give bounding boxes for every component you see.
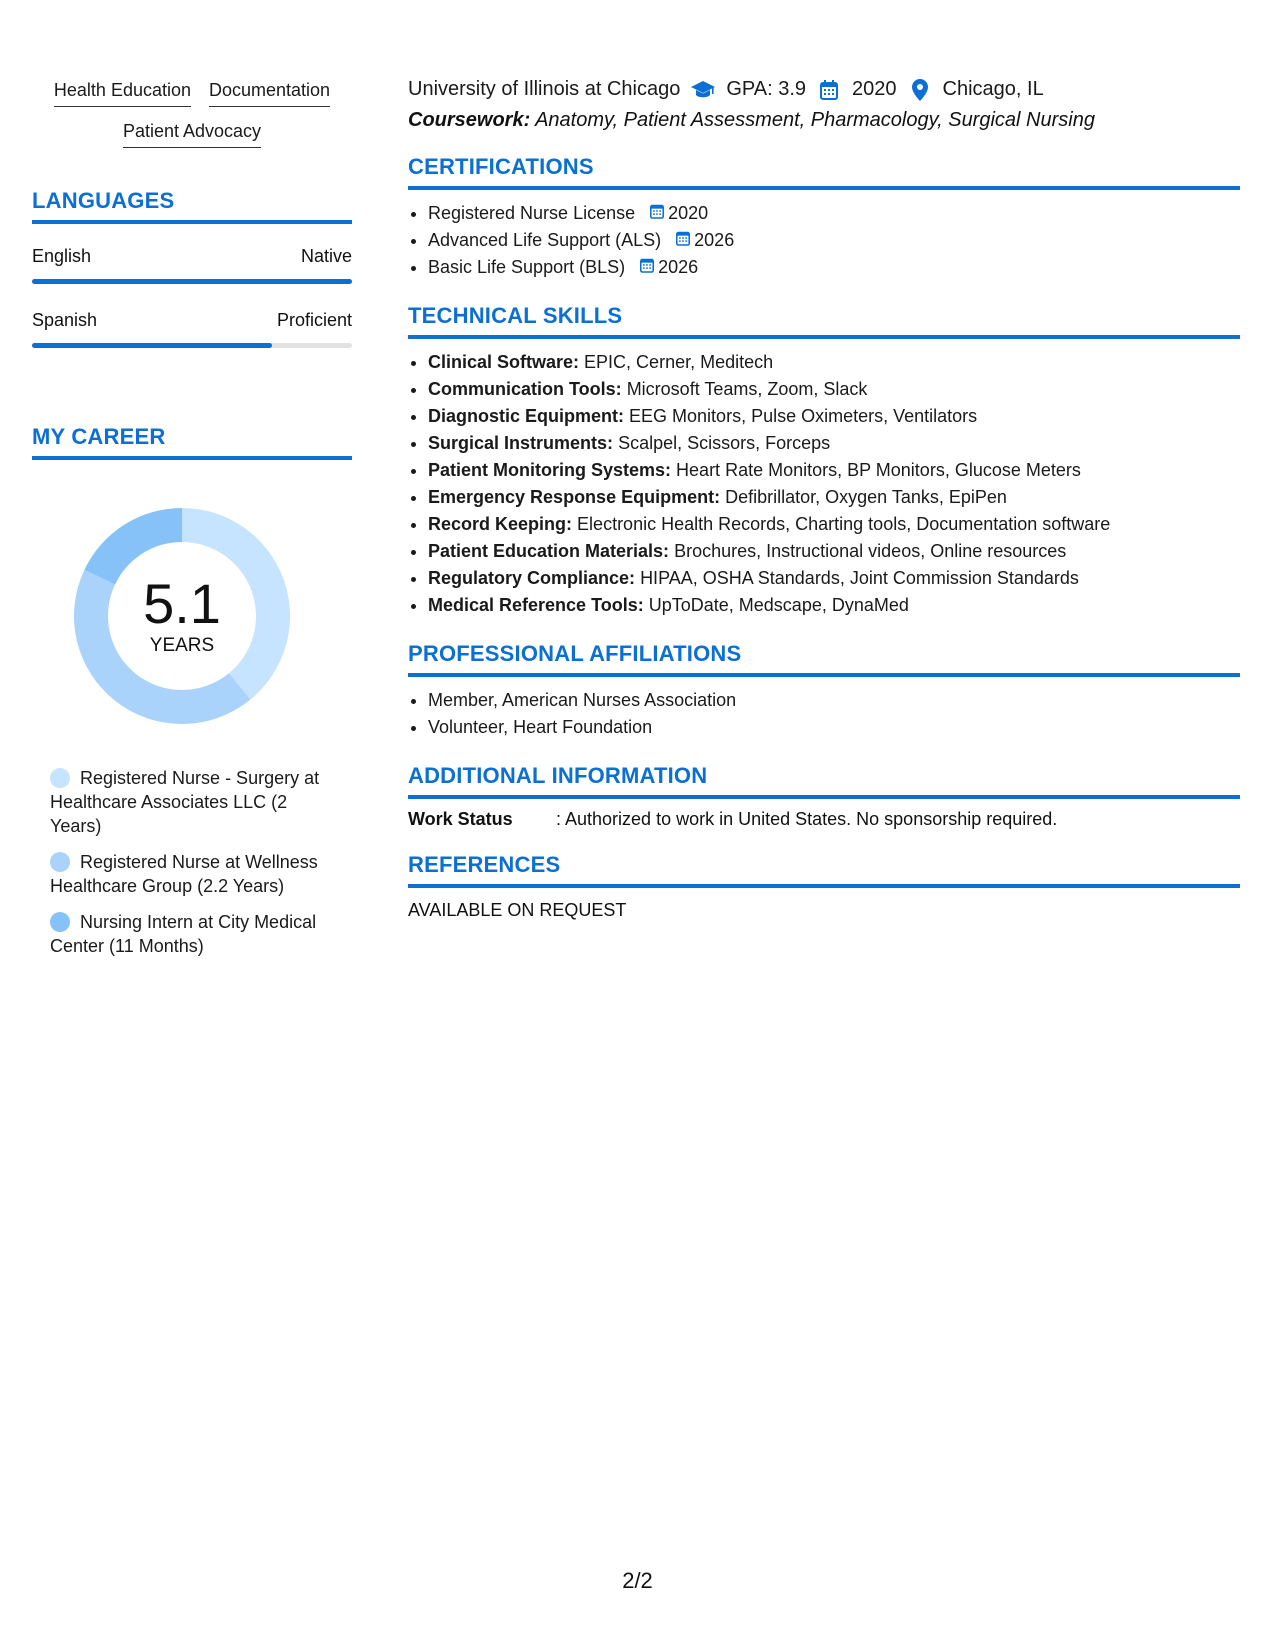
skill-category: Patient Education Materials: [428,541,670,561]
skill-item [428,376,1240,403]
skill-category: Medical Reference Tools: [428,595,644,615]
language-item [32,246,352,284]
skill-values: Scalpel, Scissors, Forceps [618,433,831,453]
skill-item [428,349,1240,376]
language-level: Native [300,246,352,266]
main-content [408,78,1240,921]
career-legend-item [50,910,330,958]
skill-tag: Patient Advocacy [123,119,261,148]
skill-category: Communication Tools: [428,379,622,399]
skill-values: EEG Monitors, Pulse Oximeters, Ventilators [629,406,978,426]
language-item [32,310,352,348]
skill-category: Regulatory Compliance: [428,568,636,588]
skill-values: Heart Rate Monitors, BP Monitors, Glucose Meters [676,460,1081,480]
gpa: GPA: 3.9 [726,78,807,100]
coursework-label: Coursework: [408,109,531,131]
career-legend-item [50,850,330,898]
certification-item [428,254,1240,281]
skill-item [428,430,1240,457]
language-proficiency-bar [32,343,352,348]
language-level: Proficient [276,310,352,330]
language-proficiency-fill [32,343,272,348]
language-proficiency-bar [32,279,352,284]
language-name: English [32,246,92,266]
graduation-cap-icon [690,79,716,101]
career-legend [50,766,330,958]
affiliations-heading: PROFESSIONAL AFFILIATIONS [408,641,1240,677]
calendar-icon [650,200,664,227]
skill-values: Brochures, Instructional videos, Online resources [674,541,1067,561]
skill-values: HIPAA, OSHA Standards, Joint Commission Standards [640,568,1079,588]
school-location: Chicago, IL [942,78,1044,100]
coursework-text: Anatomy, Patient Assessment, Pharmacology, Surgical Nursing [535,109,1095,131]
certification-name: Registered Nurse License [428,203,636,223]
page-number: 2/2 [622,1568,653,1593]
language-name: Spanish [32,310,98,330]
skill-values: Defibrillator, Oxygen Tanks, EpiPen [725,487,1007,507]
certification-name: Basic Life Support (BLS) [428,257,626,277]
sidebar [32,78,352,970]
skill-category: Emergency Response Equipment: [428,487,721,507]
references-heading: REFERENCES [408,852,1240,888]
language-proficiency-fill [32,279,352,284]
skill-values: Electronic Health Records, Charting tools, Documentation software [577,514,1111,534]
skill-values: UpToDate, Medscape, DynaMed [648,595,909,615]
certification-date: 2026 [658,257,699,277]
skill-values: Microsoft Teams, Zoom, Slack [626,379,868,399]
technical-skills-heading: TECHNICAL SKILLS [408,303,1240,339]
calendar-icon [816,79,842,101]
skill-item [428,403,1240,430]
career-donut-chart [62,496,302,736]
school-name: University of Illinois at Chicago [408,78,681,100]
skill-item [428,565,1240,592]
calendar-icon [676,227,690,254]
career-legend-item [50,766,330,838]
additional-info-heading: ADDITIONAL INFORMATION [408,763,1240,799]
career-legend-label: Registered Nurse - Surgery at Healthcare Associates LLC (2 Years) [50,768,320,836]
skill-item [428,457,1240,484]
skill-tag: Documentation [209,78,330,107]
coursework [408,109,1240,132]
skill-item [428,511,1240,538]
skill-values: EPIC, Cerner, Meditech [584,352,774,372]
references-text: AVAILABLE ON REQUEST [408,900,627,920]
career-total-unit: YEARS [149,635,215,656]
work-status-label: Work Status [408,809,513,829]
skill-category: Surgical Instruments: [428,433,614,453]
skill-category: Clinical Software: [428,352,580,372]
languages-list [32,246,352,348]
skill-item [428,592,1240,619]
legend-dot-icon [50,912,70,932]
certifications-heading: CERTIFICATIONS [408,154,1240,190]
affiliation-item: • Member, American Nurses Association [428,687,1240,714]
skill-item [428,538,1240,565]
certification-item [428,200,1240,227]
skill-tags [32,78,352,148]
skill-category: Record Keeping: [428,514,573,534]
legend-dot-icon [50,852,70,872]
technical-skills-list [408,349,1240,619]
legend-dot-icon [50,768,70,788]
certification-date: 2026 [694,230,735,250]
work-status-value: : Authorized to work in United States. No sponsorship required. [556,809,1058,829]
certifications-list [408,200,1240,281]
affiliation-item: • Volunteer, Heart Foundation [428,714,1240,741]
career-legend-label: Nursing Intern at City Medical Center (11 Months) [50,912,317,956]
education-line [408,78,1240,101]
certification-name: Advanced Life Support (ALS) [428,230,662,250]
career-total-value: 5.1 [143,572,221,635]
skill-category: Patient Monitoring Systems: [428,460,672,480]
skill-tag: Health Education [54,78,191,107]
career-heading: MY CAREER [32,424,352,460]
certification-item [428,227,1240,254]
skill-category: Diagnostic Equipment: [428,406,625,426]
languages-heading: LANGUAGES [32,188,352,224]
skill-item [428,484,1240,511]
certification-date: 2020 [668,203,709,223]
affiliations-list [408,687,1240,741]
location-pin-icon [907,79,933,101]
calendar-icon [640,254,654,281]
work-status-row [408,809,1240,830]
graduation-year: 2020 [852,78,897,100]
career-legend-label: Registered Nurse at Wellness Healthcare Group (2.2 Years) [50,852,318,896]
